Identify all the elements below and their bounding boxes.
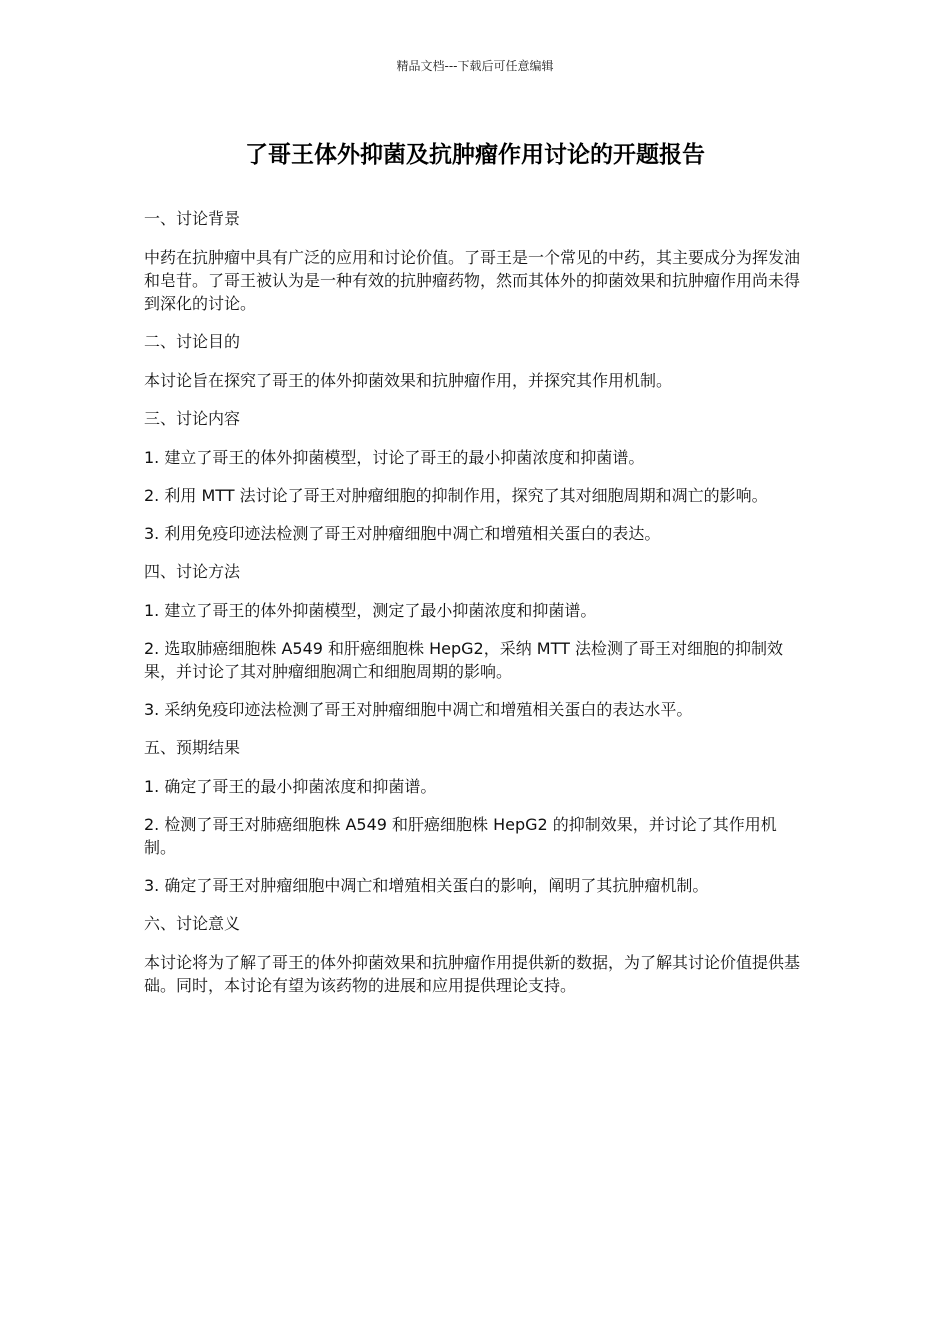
section-heading-significance: 六、讨论意义 xyxy=(144,914,241,933)
section-heading-expected-results: 五、预期结果 xyxy=(144,738,241,757)
list-item: 3. 确定了哥王对肿瘤细胞中凋亡和增殖相关蛋白的影响，阐明了其抗肿瘤机制。 xyxy=(144,876,709,895)
section-heading-methods: 四、讨论方法 xyxy=(144,562,241,581)
paragraph: 本讨论将为了解了哥王的体外抑菌效果和抗肿瘤作用提供新的数据，为了解其讨论价值提供基础。同时，本讨论有望为该药物的进展和应用提供理论支持。 xyxy=(144,953,801,995)
section-heading-purpose: 二、讨论目的 xyxy=(144,332,241,351)
paragraph: 中药在抗肿瘤中具有广泛的应用和讨论价值。了哥王是一个常见的中药，其主要成分为挥发油和皂苷。了哥王被认为是一种有效的抗肿瘤药物，然而其体外的抑菌效果和抗肿瘤作用尚未得到深化的讨论。 xyxy=(144,248,801,313)
list-item: 2. 利用 MTT 法讨论了哥王对肿瘤细胞的抑制作用，探究了其对细胞周期和凋亡的影响。 xyxy=(144,486,768,505)
header-note: 精品文档---下载后可任意编辑 xyxy=(396,59,554,73)
list-item: 3. 采纳免疫印迹法检测了哥王对肿瘤细胞中凋亡和增殖相关蛋白的表达水平。 xyxy=(144,700,693,719)
section-heading-background: 一、讨论背景 xyxy=(144,209,241,228)
document-title: 了哥王体外抑菌及抗肿瘤作用讨论的开题报告 xyxy=(245,142,705,168)
list-item: 2. 检测了哥王对肺癌细胞株 A549 和肝癌细胞株 HepG2 的抑制效果，并讨论了其作用机制。 xyxy=(144,815,777,857)
list-item: 3. 利用免疫印迹法检测了哥王对肿瘤细胞中凋亡和增殖相关蛋白的表达。 xyxy=(144,524,661,543)
list-item: 1. 确定了哥王的最小抑菌浓度和抑菌谱。 xyxy=(144,777,437,796)
list-item: 1. 建立了哥王的体外抑菌模型，讨论了哥王的最小抑菌浓度和抑菌谱。 xyxy=(144,448,645,467)
section-heading-content: 三、讨论内容 xyxy=(144,409,241,428)
document-body xyxy=(144,207,806,1012)
list-item: 2. 选取肺癌细胞株 A549 和肝癌细胞株 HepG2，采纳 MTT 法检测了哥王对细胞的抑制效果，并讨论了其对肿瘤细胞凋亡和细胞周期的影响。 xyxy=(144,639,783,681)
paragraph: 本讨论旨在探究了哥王的体外抑菌效果和抗肿瘤作用，并探究其作用机制。 xyxy=(144,371,673,390)
list-item: 1. 建立了哥王的体外抑菌模型，测定了最小抑菌浓度和抑菌谱。 xyxy=(144,601,597,620)
